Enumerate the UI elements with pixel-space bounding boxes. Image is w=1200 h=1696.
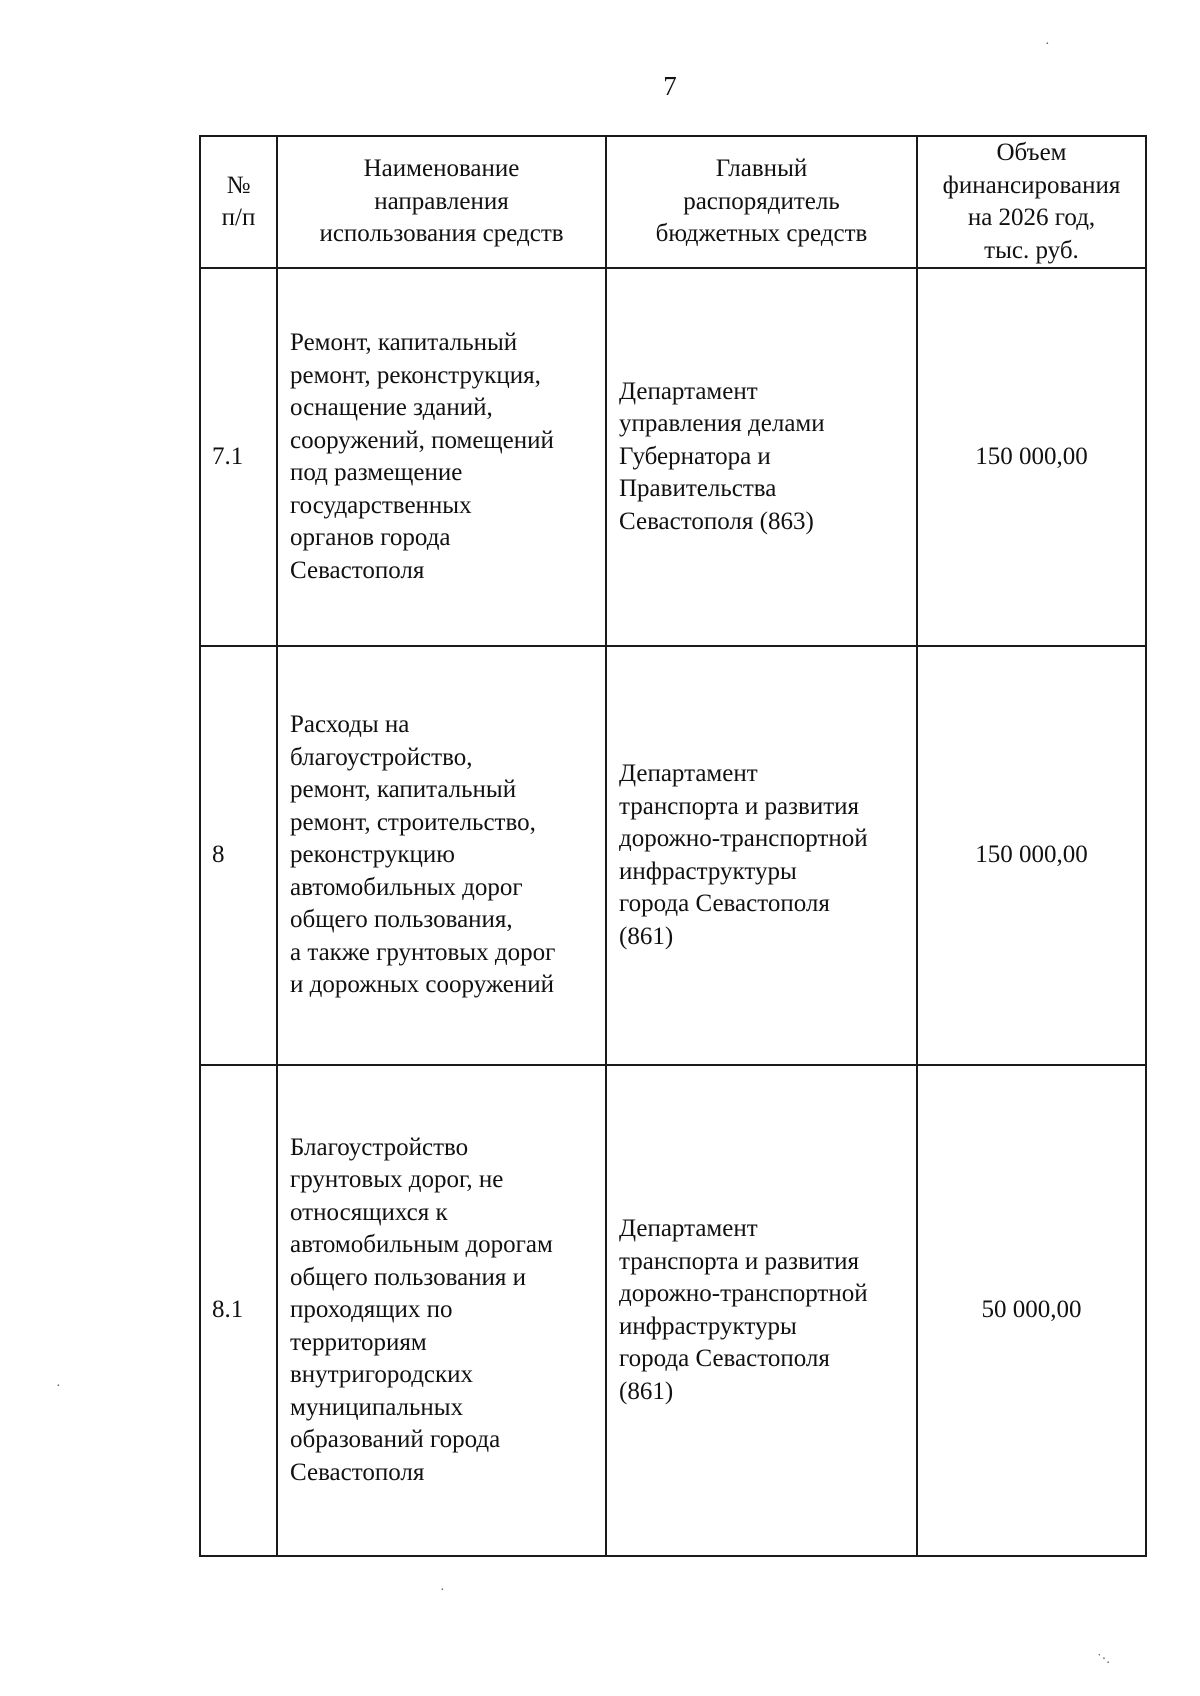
table-body	[200, 268, 1146, 1556]
header-row	[200, 136, 1146, 268]
row-amount: 50 000,00	[917, 1065, 1146, 1556]
header-administrator	[606, 136, 917, 268]
header-administrator-text: Главный распорядитель бюджетных средств	[655, 155, 868, 248]
budget-table	[199, 135, 1147, 1557]
row-direction: Расходы на благоустройство, ремонт, капитальный ремонт, строительство, реконструкцию автомобильных дорог общего пользования, а также грунтовых дорог и дорожных сооружений	[277, 646, 606, 1065]
row-number: 8.1	[200, 1065, 277, 1556]
row-direction: Ремонт, капитальный ремонт, реконструкция, оснащение зданий, сооружений, помещений под размещение государственных органов города Севастополя	[277, 268, 606, 646]
header-direction	[277, 136, 606, 268]
header-direction-text: Наименование направления использования средств	[319, 155, 564, 248]
row-number: 7.1	[200, 268, 277, 646]
header-number-text: № п/п	[221, 171, 256, 231]
row-number: 8	[200, 646, 277, 1065]
row-amount: 150 000,00	[917, 268, 1146, 646]
scan-speck: ·	[440, 1583, 445, 1598]
row-administrator: Департамент транспорта и развития дорожно-транспортной инфраструктуры города Севастополя (861)	[606, 646, 917, 1065]
scan-speck: ·	[56, 1379, 61, 1394]
header-amount-text: Объем финансирования на 2026 год, тыс. руб.	[942, 139, 1121, 264]
row-administrator: Департамент управления делами Губернатора и Правительства Севастополя (863)	[606, 268, 917, 646]
table-row	[200, 268, 1146, 646]
scan-speck: ˙·.	[1097, 1652, 1110, 1667]
table-header	[200, 136, 1146, 268]
header-amount	[917, 136, 1146, 268]
row-administrator: Департамент транспорта и развития дорожно-транспортной инфраструктуры города Севастополя (861)	[606, 1065, 917, 1556]
scan-speck: ·	[1045, 37, 1050, 52]
table-row	[200, 1065, 1146, 1556]
row-amount: 150 000,00	[917, 646, 1146, 1065]
page-number: 7	[663, 71, 677, 101]
header-number	[200, 136, 277, 268]
row-direction: Благоустройство грунтовых дорог, не относящихся к автомобильным дорогам общего пользования и проходящих по территориям внутригородских муниципальных образований города Севастополя	[277, 1065, 606, 1556]
table-row	[200, 646, 1146, 1065]
